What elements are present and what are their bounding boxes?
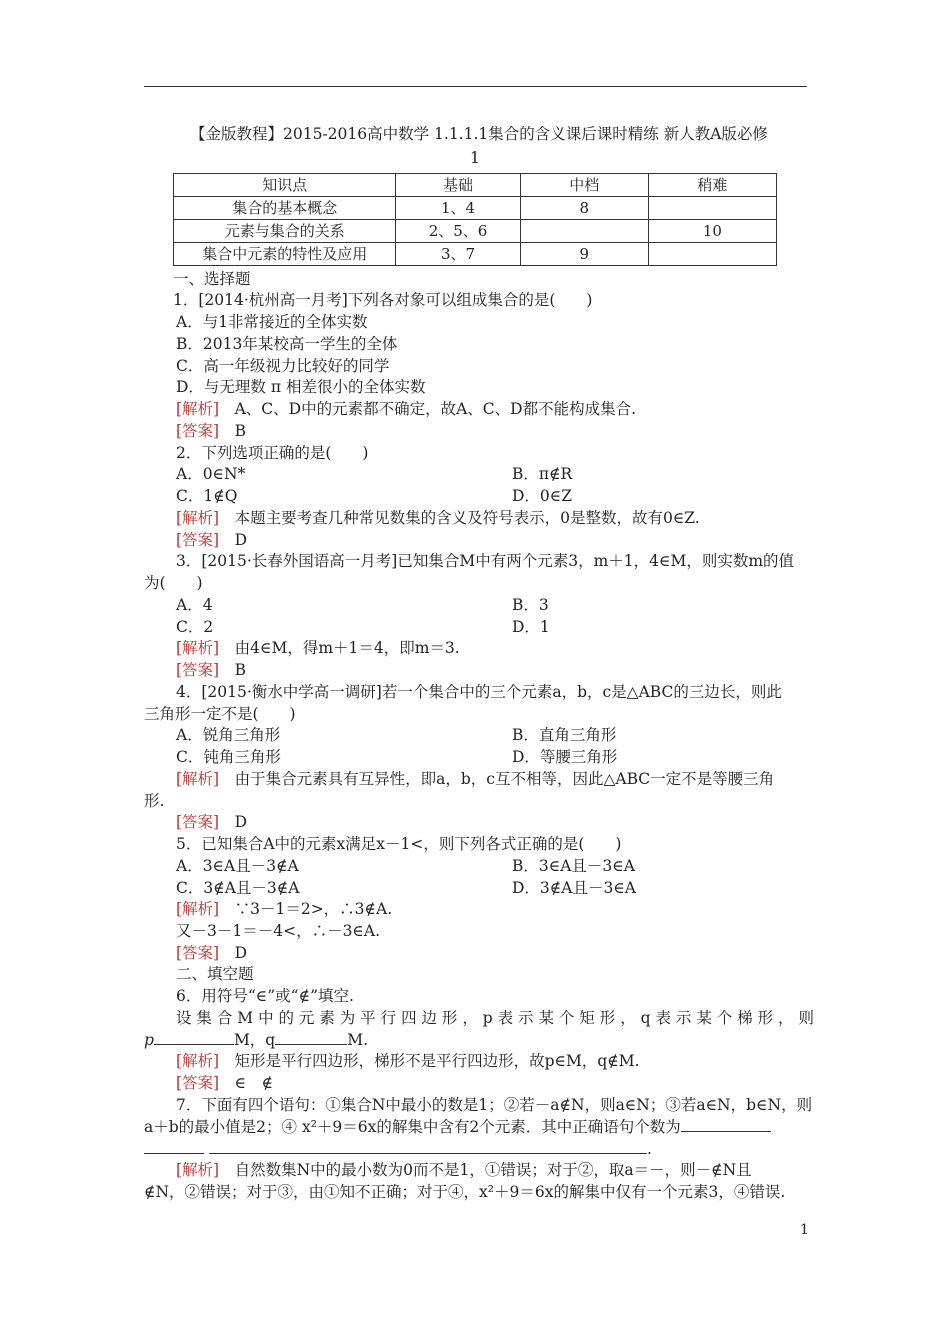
option: C．3∉A且－3∉A [176,879,300,897]
analysis-line [176,508,700,528]
table-cell: 8 [520,197,648,220]
table-header: 稍难 [648,174,776,197]
option: B．3 [512,596,549,614]
option: C．1∉Q [176,487,238,505]
analysis-tag: [解析] [176,509,220,527]
option: A．锐角三角形 [176,726,281,744]
option: D．0∈Z [512,487,573,505]
table-row [174,243,777,266]
answer-blank [144,1139,204,1154]
question-text: 3．[2015·长春外国语高一月考]已知集合M中有两个元素3，m＋1，4∈M，则实数m的值 [176,552,795,570]
analysis-text: 矩形是平行四边形，梯形不是平行四边形，故p∈M，q∉M. [219,1052,640,1070]
question-text: 7．下面有四个语句：①集合N中最小的数是1；②若－a∉N，则a∈N；③若a∈N，b∈N，则 [176,1096,813,1114]
option: A．4 [176,596,213,614]
analysis-text: 由于集合元素具有互异性，即a，b，c互不相等，因此△ABC一定不是等腰三角 [219,770,775,788]
analysis-line [176,399,636,419]
analysis-tag: [解析] [176,1161,220,1179]
analysis-line [176,769,774,789]
table-cell: 2、5、6 [396,220,520,243]
answer-text: ∈ ∉ [219,1074,274,1092]
answer-tag: [答案] [176,813,220,831]
option: B．3∈A且－3∈A [512,857,635,875]
answer-tag: [答案] [176,422,220,440]
analysis-text-cont: ∉N，②错误；对于③，由①知不正确；对于④，x²＋9＝6x的解集中仅有一个元素3，④错误. [144,1183,786,1201]
answer-blank [681,1117,771,1132]
option: C．高一年级视力比较好的同学 [176,357,390,375]
option: D．与无理数 π 相差很小的全体实数 [176,378,426,396]
table-cell: 集合中元素的特性及应用 [174,243,396,266]
answer-tag: [答案] [176,1074,220,1092]
answer-blank [154,1030,234,1045]
option: A．3∈A且－3∉A [176,857,299,875]
table-cell: 3、7 [396,243,520,266]
question-text: 6．用符号“∈”或“∉”填空. [176,987,354,1005]
option: C．2 [176,618,214,636]
table-cell: 10 [648,220,776,243]
blank-end: . [646,1140,652,1158]
option: B．π∉R [512,465,573,483]
question-text-part: a＋b的最小值是2；④ x²＋9＝6x的解集中含有2个元素．其中正确语句个数为 [144,1118,681,1136]
section-heading: 二、填空题 [176,965,254,983]
answer-text: D [219,813,248,831]
question-text: 1．[2014·杭州高一月考]下列各对象可以组成集合的是( ) [173,291,593,309]
analysis-text-cont: 形. [144,792,165,810]
table-header: 中档 [520,174,648,197]
option: A．0∈N* [176,465,246,483]
analysis-line [176,899,392,919]
page-number: 1 [800,1222,809,1238]
table-row [174,220,777,243]
option: D．等腰三角形 [512,748,618,766]
question-text: 5．已知集合A中的元素x满足x－1<，则下列各式正确的是( ) [176,835,622,853]
table-cell [520,220,648,243]
analysis-line [176,1051,640,1071]
table-cell: 9 [520,243,648,266]
analysis-line [176,638,460,658]
option: D．3∉A且－3∈A [512,879,636,897]
analysis-tag: [解析] [176,900,220,918]
answer-line [176,943,247,963]
fill-blank-line [144,1139,652,1159]
option: D．1 [512,618,550,636]
analysis-text: ∵3－1＝2>，∴3∉A. [219,900,393,918]
question-text: 为( ) [144,574,203,592]
question-text: 2．下列选项正确的是( ) [176,444,369,462]
table-cell [648,243,776,266]
answer-line [176,421,246,441]
table-cell: 1、4 [396,197,520,220]
blank-suffix: M. [347,1031,369,1049]
analysis-tag: [解析] [176,1052,220,1070]
analysis-tag: [解析] [176,639,220,657]
option: B．直角三角形 [512,726,617,744]
answer-line [176,530,247,550]
analysis-text: 本题主要考查几种常见数集的含义及符号表示，0是整数，故有0∈Z. [219,509,700,527]
analysis-line [176,1160,752,1180]
analysis-text: 由4∈M，得m＋1＝4，即m＝3. [219,639,460,657]
question-text [144,1117,771,1137]
table-row [174,197,777,220]
page-title-cont: 1 [470,149,480,167]
option: A．与1非常接近的全体实数 [176,313,368,331]
table-cell: 元素与集合的关系 [174,220,396,243]
fill-blank-line [144,1030,368,1050]
option: B．2013年某校高一学生的全体 [176,335,398,353]
analysis-tag: [解析] [176,400,220,418]
answer-line [176,1073,273,1093]
answer-blank [275,1030,347,1045]
table-header: 基础 [396,174,520,197]
answer-text: B [219,661,246,679]
question-text: 设 集 合 M 中 的 元 素 为 平 行 四 边 形 ， p 表 示 某 个 矩 形 ， q 表 示 某 个 梯 形 ， 则 [176,1009,814,1027]
question-text: 三角形一定不是( ) [144,705,296,723]
analysis-text: 自然数集N中的最小数为0而不是1，①错误；对于②，取a＝－，则－∉N且 [219,1161,752,1179]
table-header-row [174,174,777,197]
section-heading: 一、选择题 [173,270,251,288]
answer-text: B [219,422,246,440]
answer-tag: [答案] [176,531,220,549]
option: C．钝角三角形 [176,748,281,766]
answer-blank [209,1139,647,1154]
answer-tag: [答案] [176,661,220,679]
var-p: p [144,1031,154,1049]
analysis-tag: [解析] [176,770,220,788]
answer-text: D [219,944,248,962]
analysis-text: A、C、D中的元素都不确定，故A、C、D都不能构成集合. [219,400,636,418]
page-title: 【金版教程】2015-2016高中数学 1.1.1.1集合的含义课后课时精练 新人教A版必修 [190,125,768,143]
knowledge-table [173,173,777,266]
table-cell: 集合的基本概念 [174,197,396,220]
question-text: 4．[2015·衡水中学高一调研]若一个集合中的三个元素a，b，c是△ABC的三边长，则此 [176,683,782,701]
answer-line [176,812,247,832]
table-cell [648,197,776,220]
answer-text: D [219,531,248,549]
analysis-text-cont: 又－3－1＝－4<，∴－3∈A. [176,922,381,940]
answer-tag: [答案] [176,944,220,962]
header-rule [144,86,807,87]
answer-line [176,660,246,680]
table-header: 知识点 [174,174,396,197]
blank-suffix: M，q [233,1031,276,1049]
